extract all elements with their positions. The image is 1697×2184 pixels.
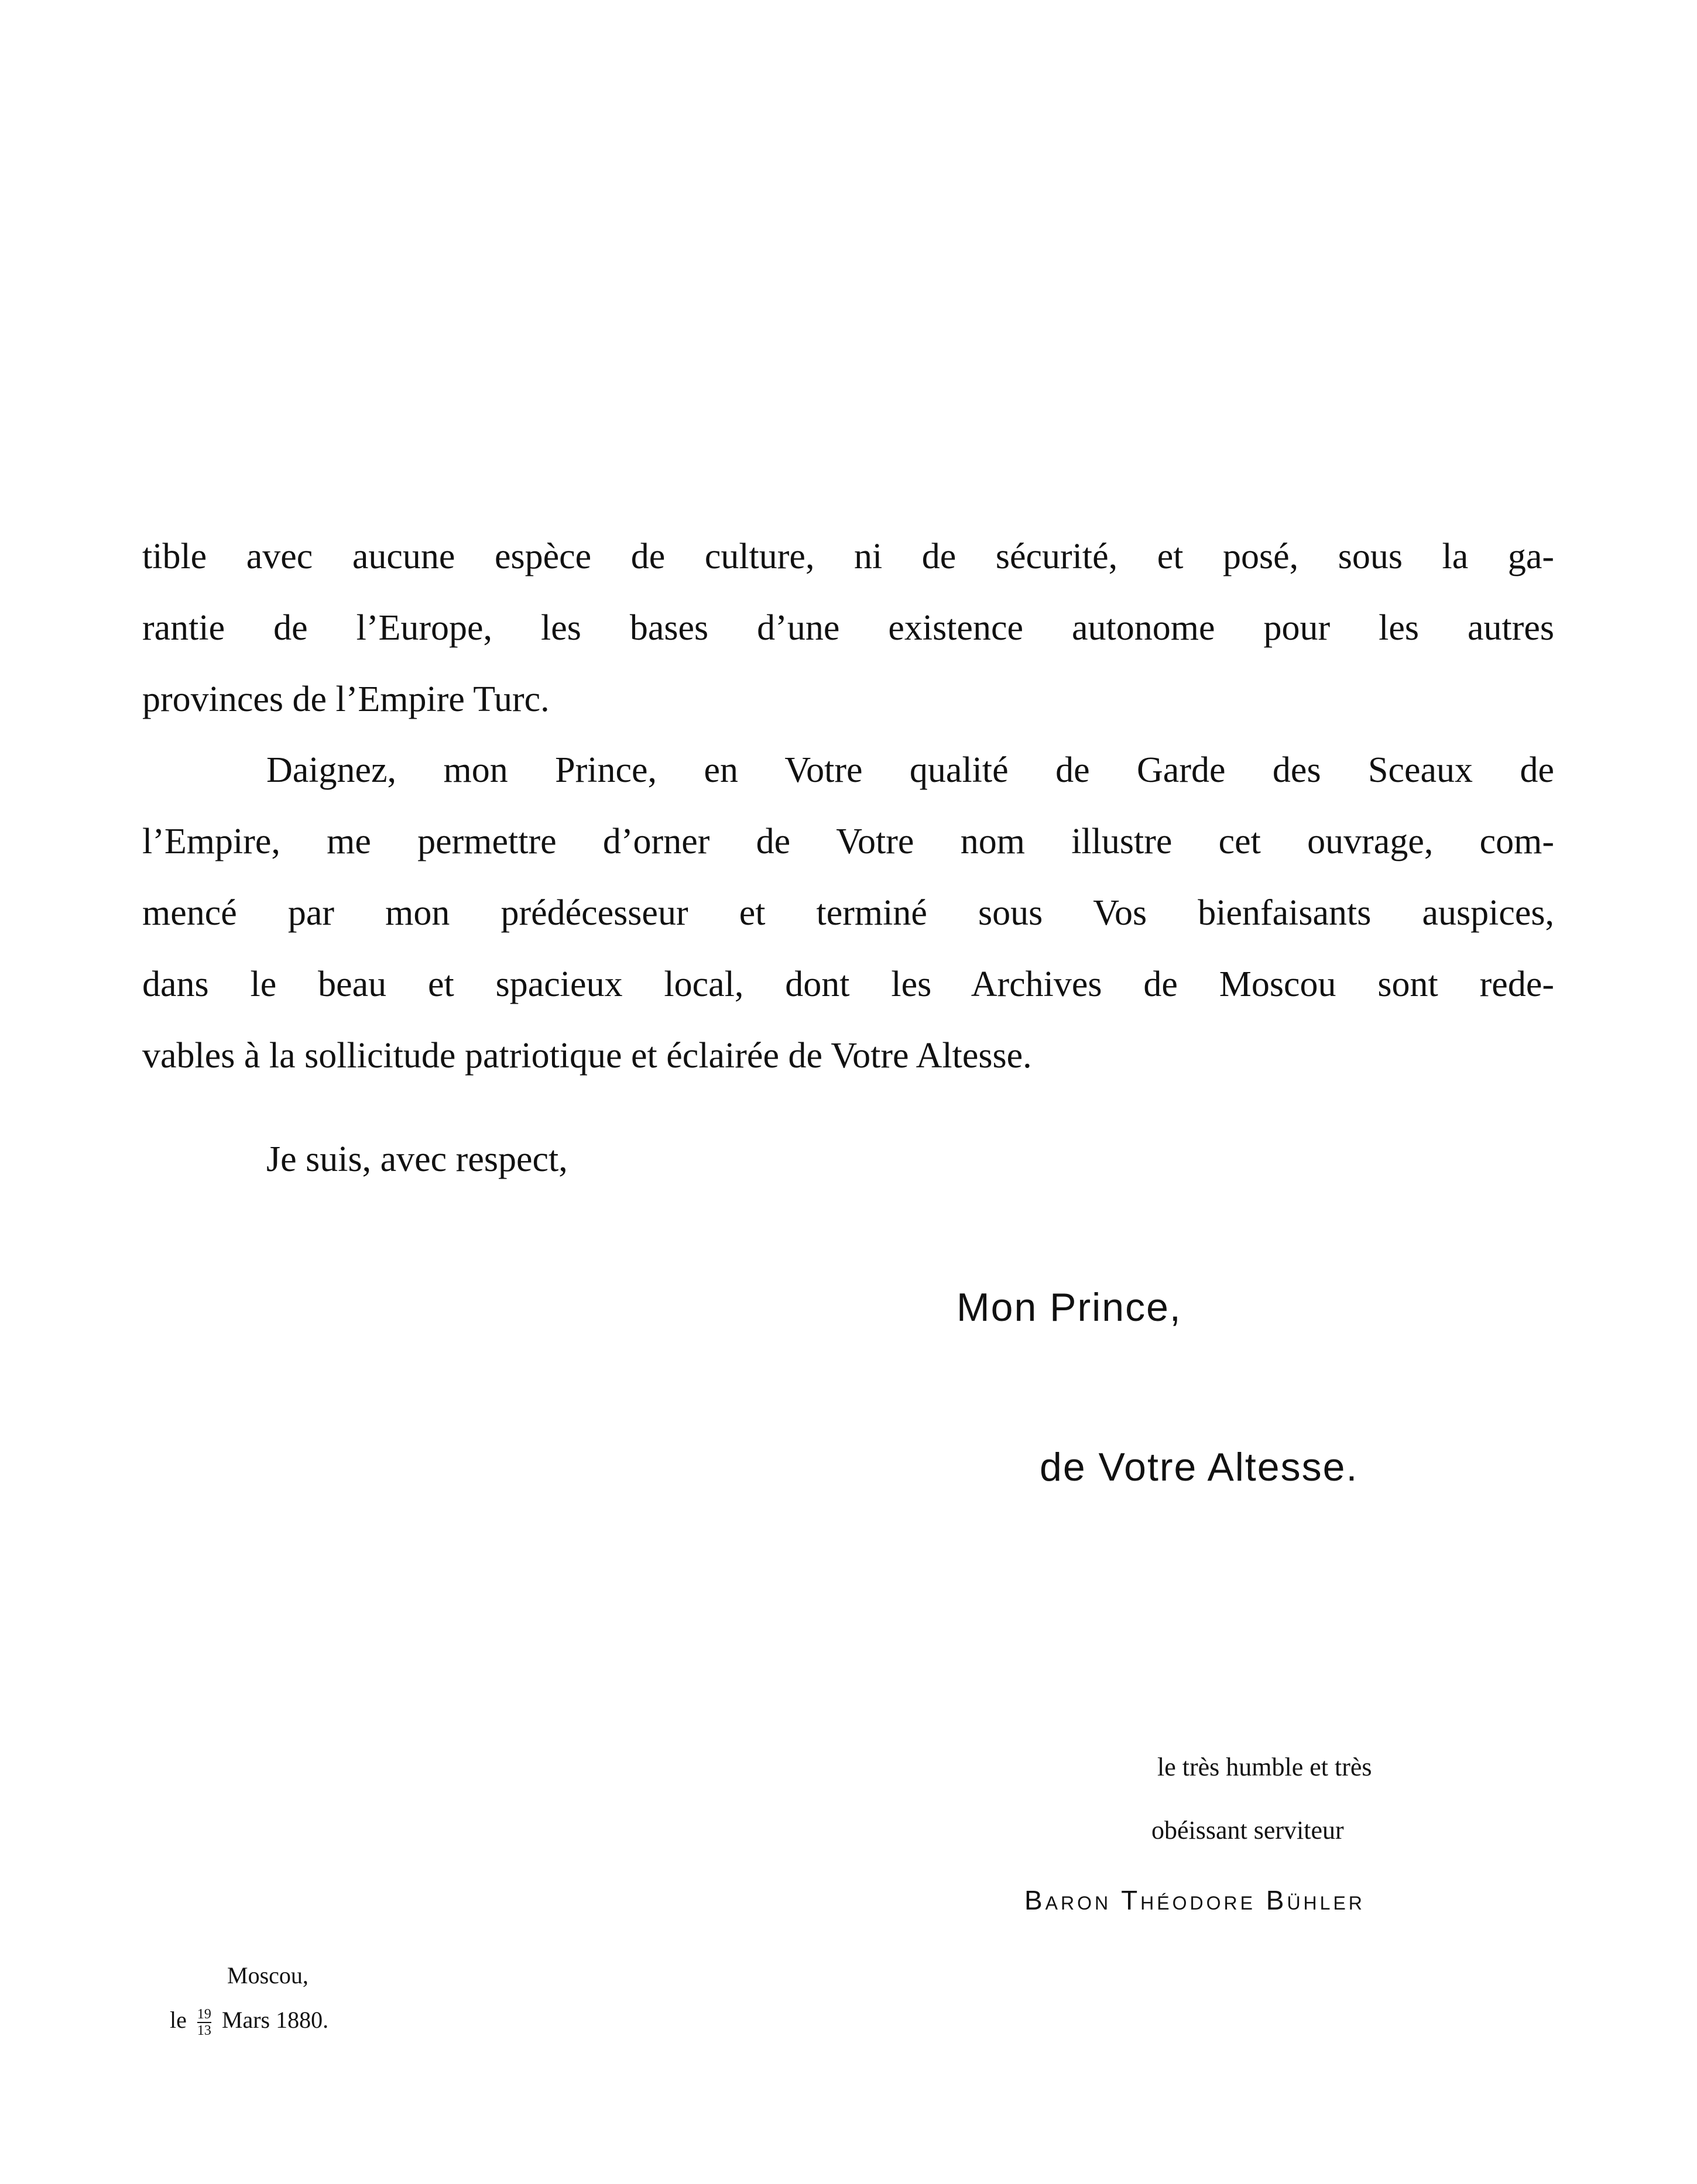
date-prefix: le [170, 2007, 187, 2033]
date-day-new: 13 [197, 2022, 211, 2038]
paragraph-2-line-3: mencé par mon prédécesseur et terminé sous Vos bienfaisants auspices, [142, 893, 1554, 933]
date-rest: Mars 1880. [221, 2007, 329, 2033]
date-day-fraction [197, 2007, 211, 2038]
paragraph-2-line-5: vables à la sollicitude patriotique et éclairée de Votre Altesse. [142, 1036, 1032, 1076]
date-day-old: 19 [197, 2006, 211, 2022]
closing-phrase: Je suis, avec respect, [266, 1139, 568, 1179]
salutation: Mon Prince, [957, 1285, 1182, 1330]
paragraph-1-line-2: rantie de l’Europe, les bases d’une existence autonome pour les autres [142, 608, 1554, 648]
paragraph-2-line-4: dans le beau et spacieux local, dont les Archives de Moscou sont rede- [142, 964, 1554, 1004]
humble-line-1: le très humble et très [1157, 1753, 1372, 1781]
paragraph-2 [142, 734, 1554, 1091]
paragraph-1-line-3: provinces de l’Empire Turc. [142, 679, 550, 719]
signature: Baron Théodore Bühler [1024, 1885, 1365, 1915]
date-line [170, 2006, 328, 2038]
humble-line-2: obéissant serviteur [1151, 1816, 1344, 1845]
address-line: de Votre Altesse. [1040, 1445, 1359, 1489]
paragraph-2-line-2: l’Empire, me permettre d’orner de Votre nom illustre cet ouvrage, com- [142, 822, 1554, 861]
paragraph-1-line-1: tible avec aucune espèce de culture, ni de sécurité, et posé, sous la ga- [142, 537, 1554, 576]
paragraph-1 [142, 521, 1554, 735]
paragraph-2-line-1: Daignez, mon Prince, en Votre qualité de Garde des Sceaux de [266, 750, 1554, 790]
place-line: Moscou, [227, 1962, 308, 1989]
